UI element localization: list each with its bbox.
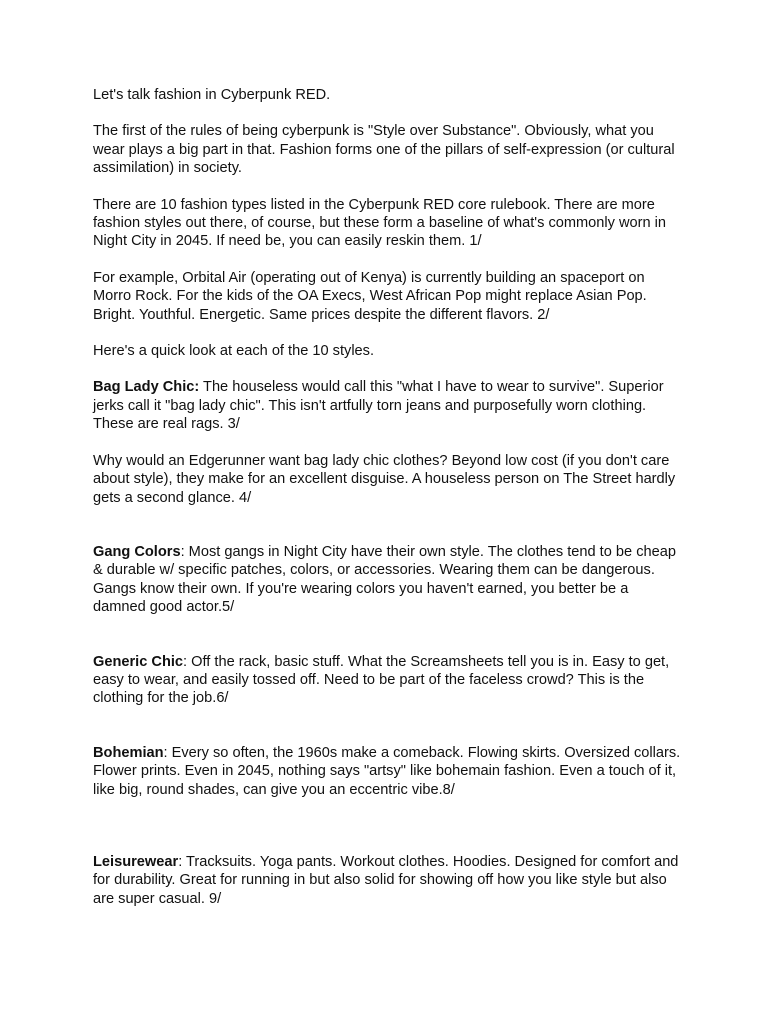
- generic-chic-text: : Off the rack, basic stuff. What the Screamsheets tell you is in. Easy to get, easy to wear, and easily tossed off. Need to be part of the faceless crowd? This is the clothing for the job.6/: [93, 653, 670, 707]
- leisurewear-text: : Tracksuits. Yoga pants. Workout clothes. Hoodies. Designed for comfort and for durability. Great for running in but also solid for showing off how you like style but also are super casual. 9/: [93, 853, 679, 907]
- paragraph-spacer: [93, 104, 683, 122]
- leisurewear-term: Leisurewear: [93, 853, 179, 870]
- fashion-types-paragraph: There are 10 fashion types listed in the Cyberpunk RED core rulebook. There are more fashion styles out there, of course, but these form a baseline of what's commonly worn in Night City in 2045. If need be, you can easily reskin them. 1/: [93, 196, 667, 250]
- gang-colors-term: Gang Colors: [93, 543, 181, 560]
- gang-colors-text: : Most gangs in Night City have their own style. The clothes tend to be cheap & durable w/ specific patches, colors, or accessories. Wearing them can be dangerous. Gangs know their own. If you're wearing colors you haven't earned, you better be a damned good actor.5/: [93, 543, 676, 616]
- bag-lady-chic-text: The houseless would call this "what I have to wear to survive". Superior jerks call it "bag lady chic". This isn't artfully torn jeans and purposefully worn clothing. These are real rags. 3/: [93, 379, 664, 433]
- style-paragraph: The first of the rules of being cyberpunk is "Style over Substance". Obviously, what you wear plays a big part in that. Fashion forms one of the pillars of self-expression (or cultural assimilation) in society.: [93, 123, 675, 177]
- bag-lady-chic-term: Bag Lady Chic:: [93, 379, 200, 396]
- paragraph-spacer: [93, 360, 683, 378]
- paragraph-spacer: [93, 617, 683, 653]
- example-paragraph: For example, Orbital Air (operating out of Kenya) is currently building an spaceport on Morro Rock. For the kids of the OA Execs, West African Pop might replace Asian Pop. Bright. Youthful. Energetic. Same prices despite the different flavors. 2/: [93, 269, 647, 323]
- paragraph-spacer: [93, 324, 683, 342]
- paragraph-spacer: [93, 799, 683, 853]
- bag-lady-chic-paragraph: [93, 378, 683, 433]
- paragraph-spacer: [93, 708, 683, 744]
- why-disguise-paragraph: Why would an Edgerunner want bag lady chic clothes? Beyond low cost (if you don't care about style), they make for an excellent disguise. A houseless person on The Street hardly gets a second glance. 4/: [93, 452, 676, 506]
- intro-paragraph: Let's talk fashion in Cyberpunk RED.: [93, 87, 331, 103]
- quick-look-paragraph: Here's a quick look at each of the 10 styles.: [93, 343, 375, 360]
- generic-chic-term: Generic Chic: [93, 653, 184, 670]
- paragraph-spacer: [93, 251, 683, 269]
- bohemian-paragraph: [93, 744, 683, 799]
- paragraph-spacer: [93, 178, 683, 196]
- document-body: [93, 86, 683, 908]
- leisurewear-paragraph: [93, 853, 683, 908]
- paragraph-spacer: [93, 507, 683, 543]
- bohemian-text: : Every so often, the 1960s make a comeback. Flowing skirts. Oversized collars. Flower prints. Even in 2045, nothing says "artsy" like bohemain fashion. Even a touch of it, like big, round shades, can give you an eccentric vibe.8/: [93, 744, 681, 798]
- paragraph-spacer: [93, 434, 683, 452]
- gang-colors-paragraph: [93, 543, 683, 617]
- bohemian-term: Bohemian: [93, 744, 164, 761]
- generic-chic-paragraph: [93, 653, 683, 708]
